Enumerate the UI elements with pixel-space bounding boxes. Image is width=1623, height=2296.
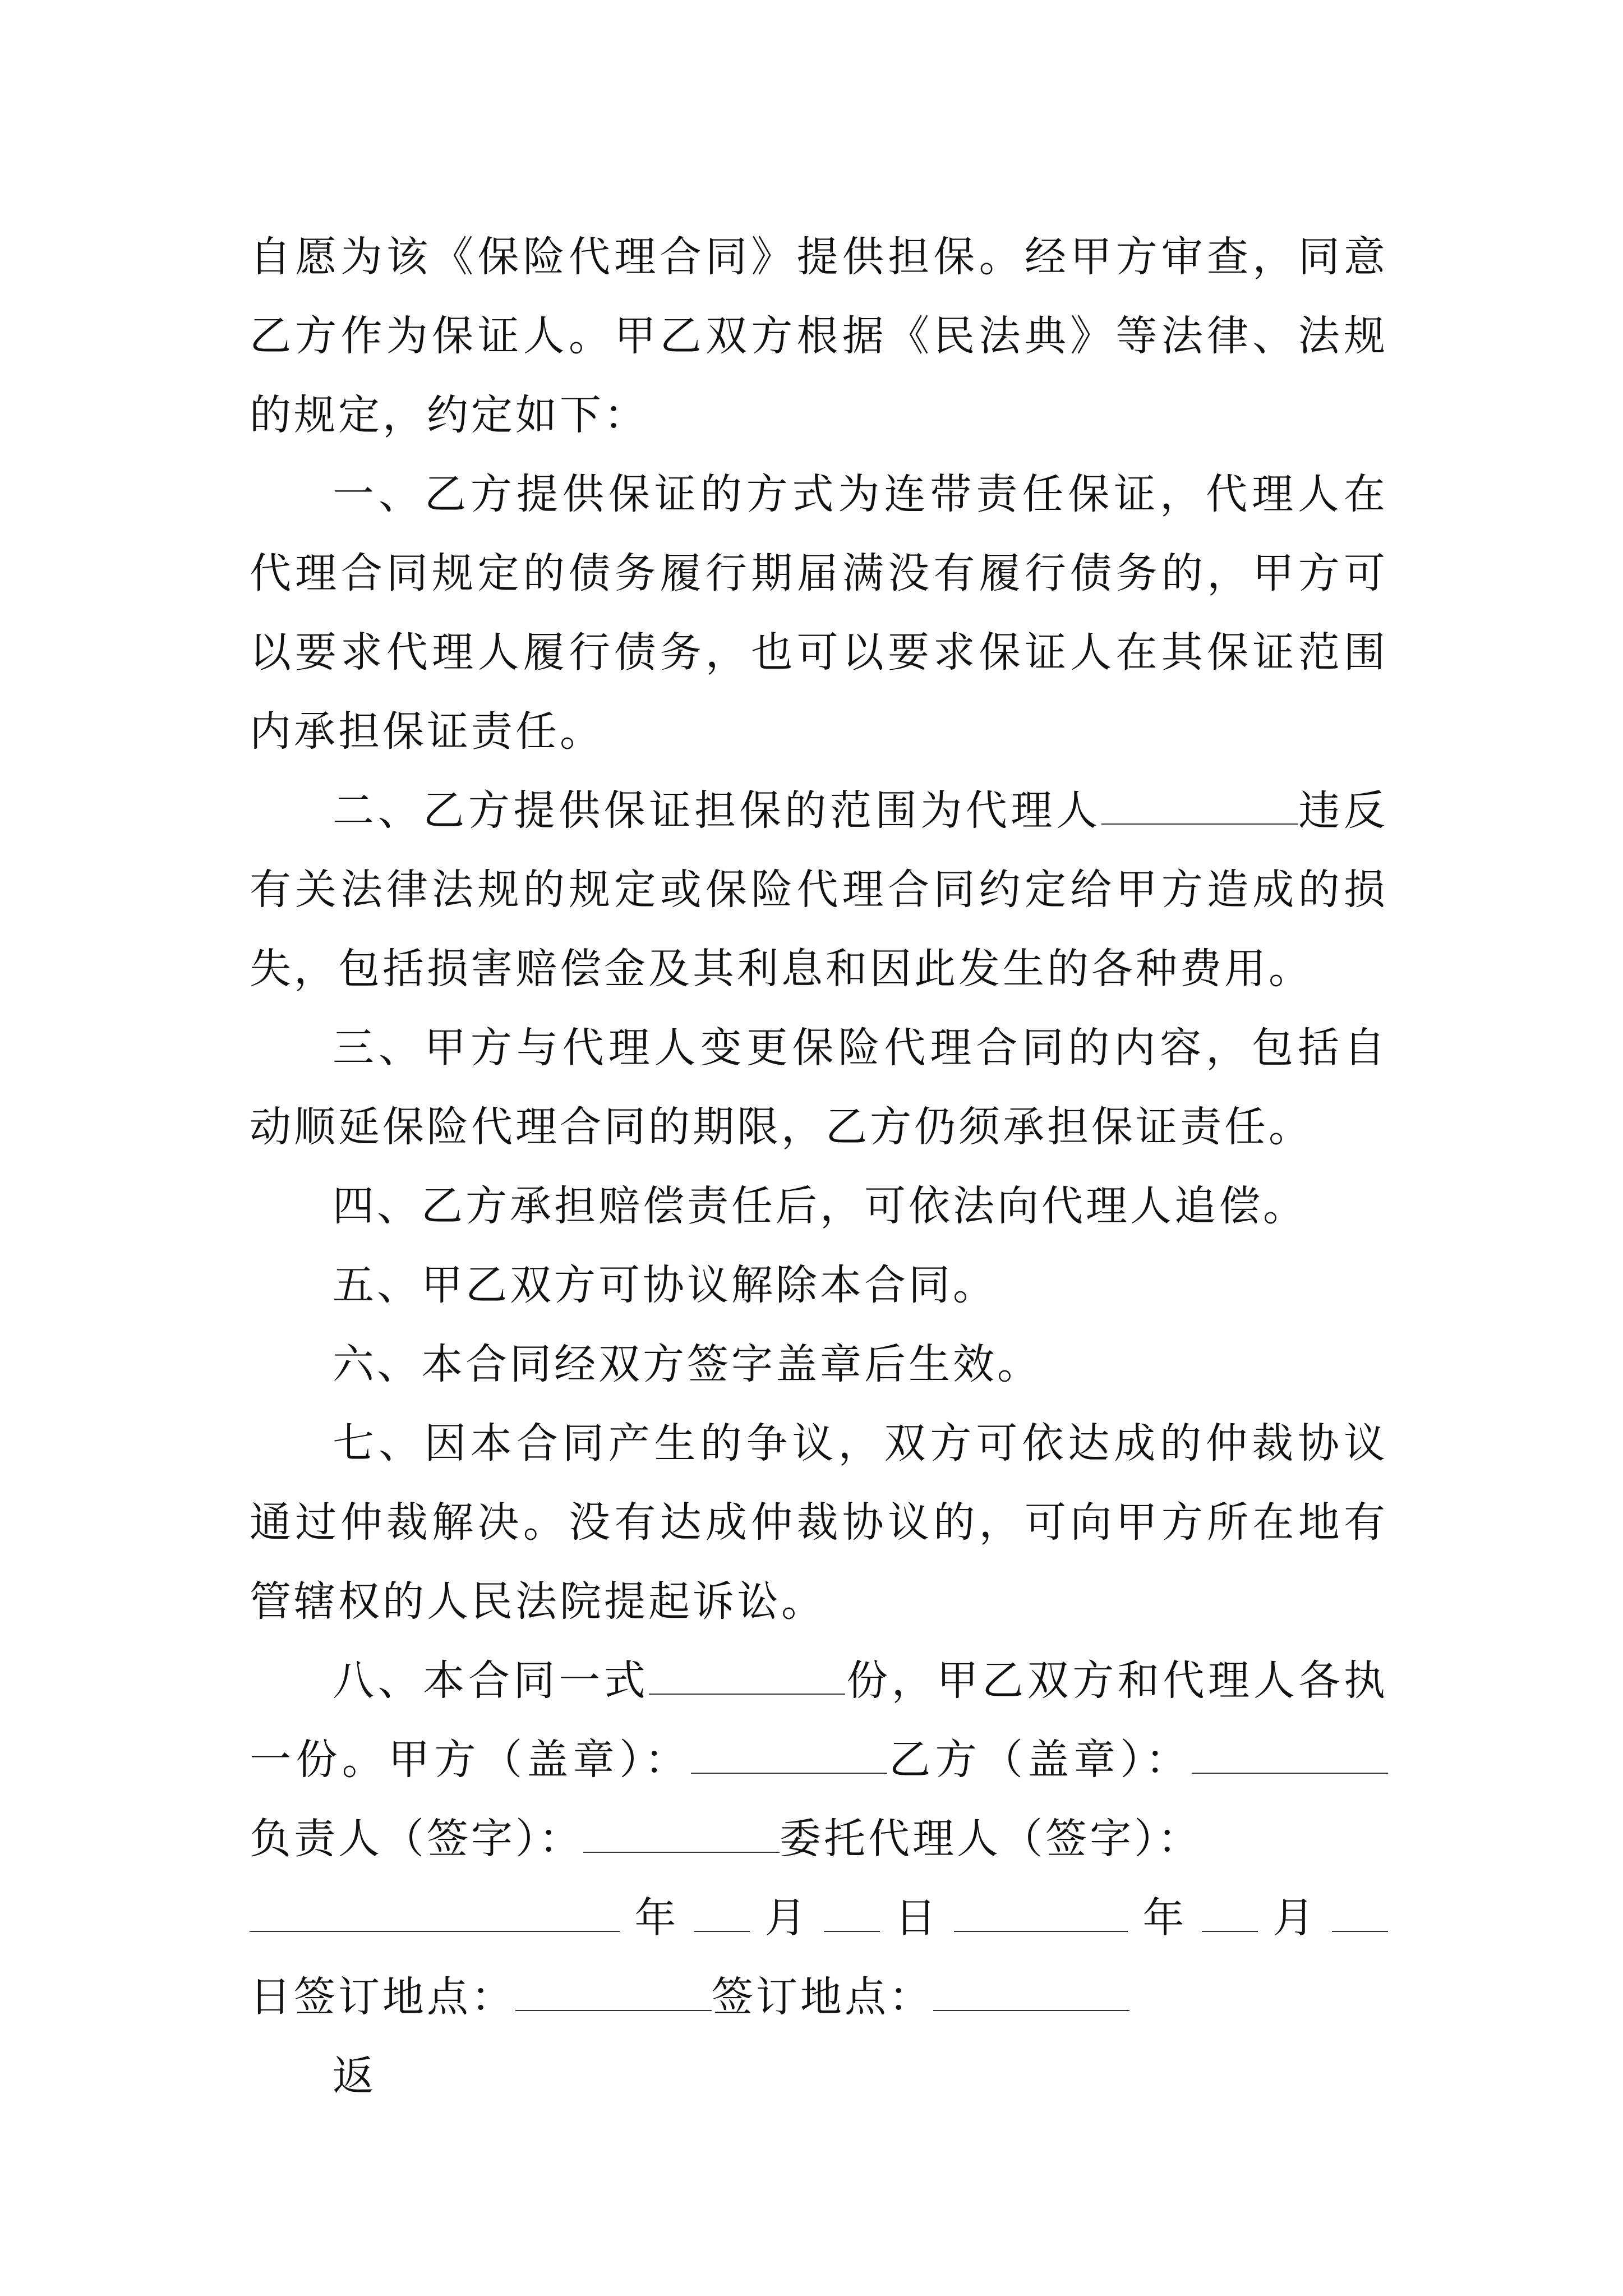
blank-agent-name[interactable]	[1101, 784, 1298, 825]
month-label-b: 月	[1258, 1894, 1332, 1942]
trailing-text: 返	[333, 2052, 377, 2100]
responsible-person-label: 负责人（签字）：	[250, 1815, 583, 1863]
blank-year-b[interactable]	[954, 1892, 1128, 1932]
year-label-b: 年	[1128, 1894, 1202, 1942]
paragraph-clause-7: 七、因本合同产生的争议，双方可依达成的仲裁协议通过仲裁解决。没有达成仲裁协议的，可向甲方所在地有管辖权的人民法院提起诉讼。	[250, 1419, 1388, 1626]
blank-signing-place-b[interactable]	[933, 1971, 1129, 2011]
signing-place-line	[250, 1958, 1388, 2037]
clause-8-text-b: 份，甲乙双方和代理人各执一份。甲方（盖章）：	[250, 1657, 1388, 1784]
clause-8-text-a: 八、本合同一式	[333, 1657, 649, 1705]
agent-sign-label: 委托代理人（签字）：	[780, 1815, 1202, 1863]
blank-signing-place-a[interactable]	[515, 1971, 712, 2011]
blank-copies[interactable]	[649, 1654, 845, 1695]
clause-2-text-b: 违反有关法律法规的规定或保险代理合同约定给甲方造成的损失，包括损害赔偿金及其利息和因此发生的各种费用。	[250, 786, 1389, 993]
paragraph-clause-1: 一、乙方提供保证的方式为连带责任保证，代理人在代理合同规定的债务履行期届满没有履行债务的，甲方可以要求代理人履行债务，也可以要求保证人在其保证范围内承担保证责任。	[250, 470, 1388, 756]
blank-day-a[interactable]	[824, 1892, 880, 1932]
month-label-a: 月	[750, 1894, 824, 1942]
blank-party-a-seal[interactable]	[691, 1733, 887, 1774]
year-label-a: 年	[620, 1894, 694, 1942]
paragraph-clause-8	[250, 1641, 1388, 1879]
paragraph-clause-5: 五、甲乙双方可协议解除本合同。	[333, 1261, 997, 1309]
paragraph-clause-3: 三、甲方与代理人变更保险代理合同的内容，包括自动顺延保险代理合同的期限，乙方仍须承担保证责任。	[250, 1024, 1388, 1151]
signing-place-label-b: 签订地点：	[712, 1973, 933, 2021]
blank-party-b-seal[interactable]	[1192, 1733, 1388, 1774]
blank-responsible-person[interactable]	[583, 1812, 780, 1853]
clause-2-text-a: 二、乙方提供保证担保的范围为代理人	[333, 786, 1101, 835]
paragraph-clause-2	[250, 771, 1388, 1009]
day-label-b: 日	[250, 1973, 294, 2021]
paragraph-intro: 自愿为该《保险代理合同》提供担保。经甲方审查，同意乙方作为保证人。甲乙双方根据《民法典》等法律、法规的规定，约定如下：	[250, 233, 1388, 439]
day-label-a: 日	[880, 1894, 954, 1942]
blank-day-b[interactable]	[1332, 1892, 1388, 1932]
paragraph-clause-4: 四、乙方承担赔偿责任后，可依法向代理人追偿。	[333, 1182, 1307, 1230]
blank-month-b[interactable]	[1202, 1892, 1258, 1932]
blank-month-a[interactable]	[694, 1892, 750, 1932]
signing-place-label-a: 签订地点：	[294, 1973, 515, 2021]
party-b-seal-label: 乙方（盖章）：	[887, 1736, 1192, 1784]
paragraph-clause-6: 六、本合同经双方签字盖章后生效。	[333, 1340, 1041, 1388]
blank-agent-signature[interactable]	[250, 1892, 620, 1932]
date-line	[250, 1879, 1388, 1958]
contract-body	[250, 218, 1388, 2116]
